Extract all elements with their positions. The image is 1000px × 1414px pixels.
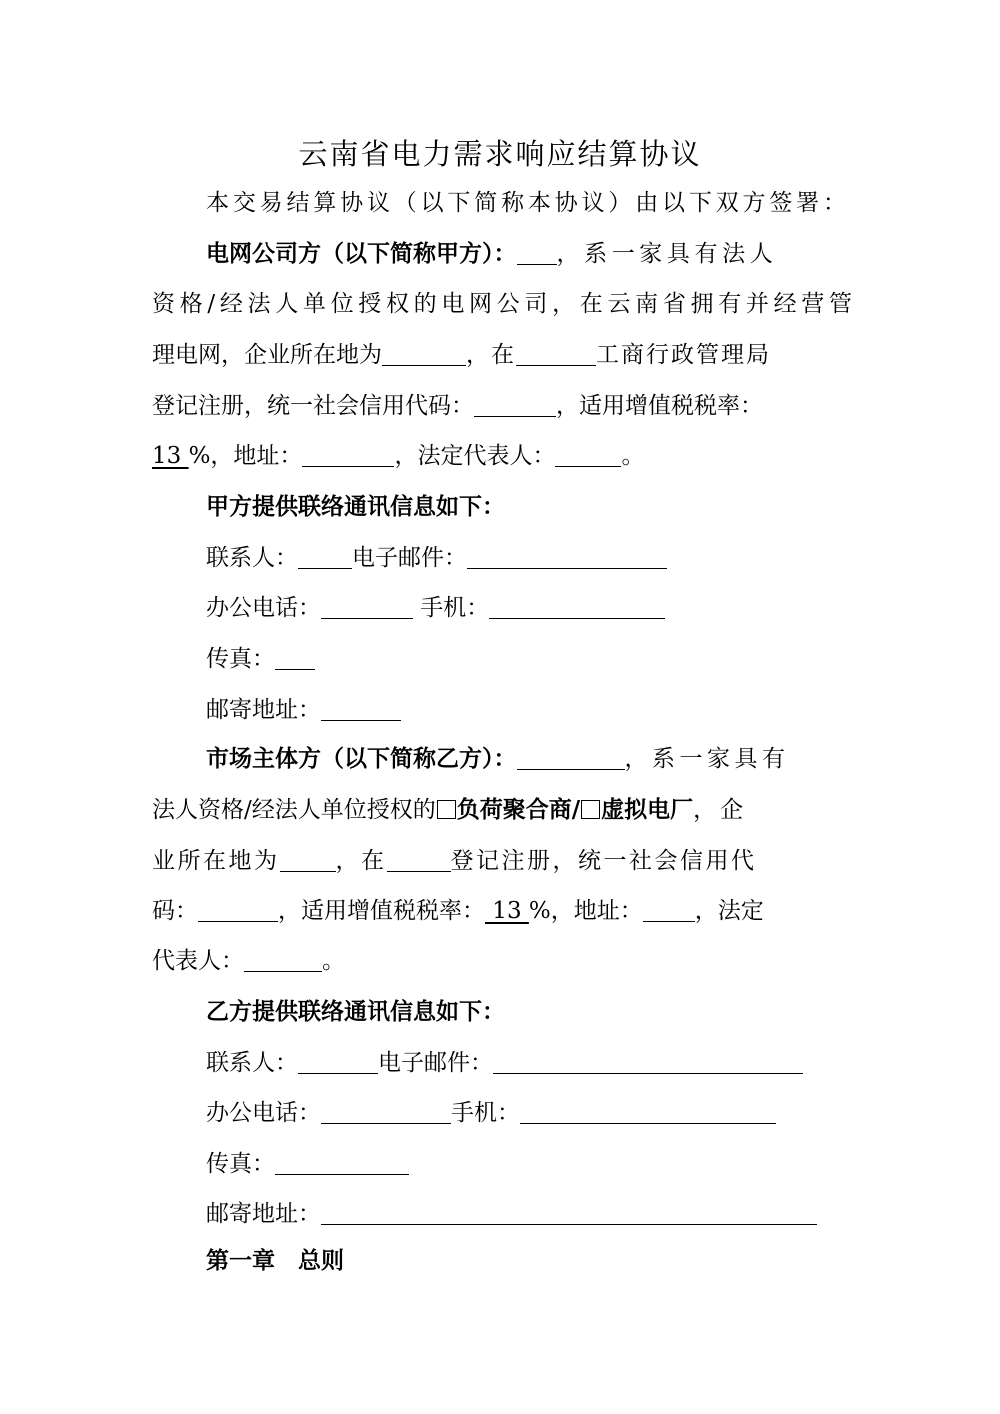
chapter-heading: 第一章 总则 [206,1247,344,1274]
party-a-office-phone-blank[interactable] [321,596,413,619]
party-b-fax-line: 传真： [206,1148,846,1180]
party-a-contact-line: 联系人： 电子邮件： [206,542,846,574]
party-a-mail-address-blank[interactable] [321,698,401,721]
party-b-heading: 市场主体方（以下简称乙方）： [206,745,517,772]
party-b-location-blank[interactable] [280,849,336,872]
party-b-line-1: 市场主体方（以下简称乙方）： ，系一家具有 [206,745,790,772]
party-a-heading: 电网公司方（以下简称甲方）： [206,240,517,267]
party-b-name-blank[interactable] [517,747,625,770]
checkbox-load-aggregator-icon[interactable] [437,800,456,819]
party-a-contact-heading: 甲方提供联络通讯信息如下： [206,493,505,520]
party-b-office-phone-blank[interactable] [321,1101,451,1124]
party-a-address-blank[interactable] [302,444,394,467]
party-b-tax-rate: 13 [485,898,529,924]
party-a-tax-rate: 13 [152,443,189,469]
party-a-line-2: 资格/经法人单位授权的电网公司，在云南省拥有并经营管 [152,291,852,317]
party-b-credit-code-blank[interactable] [198,899,278,922]
party-b-fax-blank[interactable] [275,1152,409,1175]
party-a-contact-blank[interactable] [298,546,352,569]
party-a-line-1: 电网公司方（以下简称甲方）： ，系一家具有法人 [206,240,778,267]
party-a-name-blank[interactable] [517,242,557,265]
party-b-address-blank[interactable] [643,899,695,922]
party-a-address-line: 邮寄地址： [206,694,846,726]
party-b-mobile-blank[interactable] [520,1101,776,1124]
party-b-line-2: 法人资格/经法人单位授权的 负荷聚合商/ 虚拟电厂，企 [152,796,748,823]
party-a-location-blank[interactable] [382,343,466,366]
party-a-phone-line: 办公电话： 手机： [206,592,846,624]
party-a-email-blank[interactable] [467,546,667,569]
party-b-contact-line: 联系人： 电子邮件： [206,1047,846,1079]
party-b-contact-heading: 乙方提供联络通讯信息如下： [206,998,505,1025]
party-b-line-3: 业所在地为 ，在 登记注册，统一社会信用代 [152,848,757,874]
party-a-registry-blank[interactable] [516,343,596,366]
party-a-fax-blank[interactable] [275,647,315,670]
party-b-line-5: 代表人： 。 [152,948,345,974]
party-a-fax-line: 传真： [206,643,846,675]
party-b-line-4: 码： ，适用增值税税率： 13 %，地址： ，法定 [152,898,764,924]
party-b-registry-blank[interactable] [387,849,451,872]
party-a-mobile-blank[interactable] [489,596,665,619]
party-b-mail-address-blank[interactable] [321,1202,817,1225]
party-a-line-5: 13 %，地址： ，法定代表人： 。 [152,443,645,469]
party-b-phone-line: 办公电话： 手机： [206,1097,846,1129]
intro-line: 本交易结算协议（以下简称本协议）由以下双方签署： [206,190,846,216]
party-a-legal-rep-blank[interactable] [555,444,621,467]
party-a-credit-code-blank[interactable] [474,394,556,417]
checkbox-virtual-power-plant-icon[interactable] [581,800,600,819]
party-a-line-3: 理电网，企业所在地为 ，在 工商行政管理局 [152,342,771,368]
party-b-email-blank[interactable] [493,1051,803,1074]
party-b-legal-rep-blank[interactable] [244,949,322,972]
party-b-address-line: 邮寄地址： [206,1198,846,1230]
party-b-contact-blank[interactable] [298,1051,378,1074]
party-a-line-4: 登记注册，统一社会信用代码： ，适用增值税税率： [152,393,763,419]
document-title: 云南省电力需求响应结算协议 [298,137,702,171]
